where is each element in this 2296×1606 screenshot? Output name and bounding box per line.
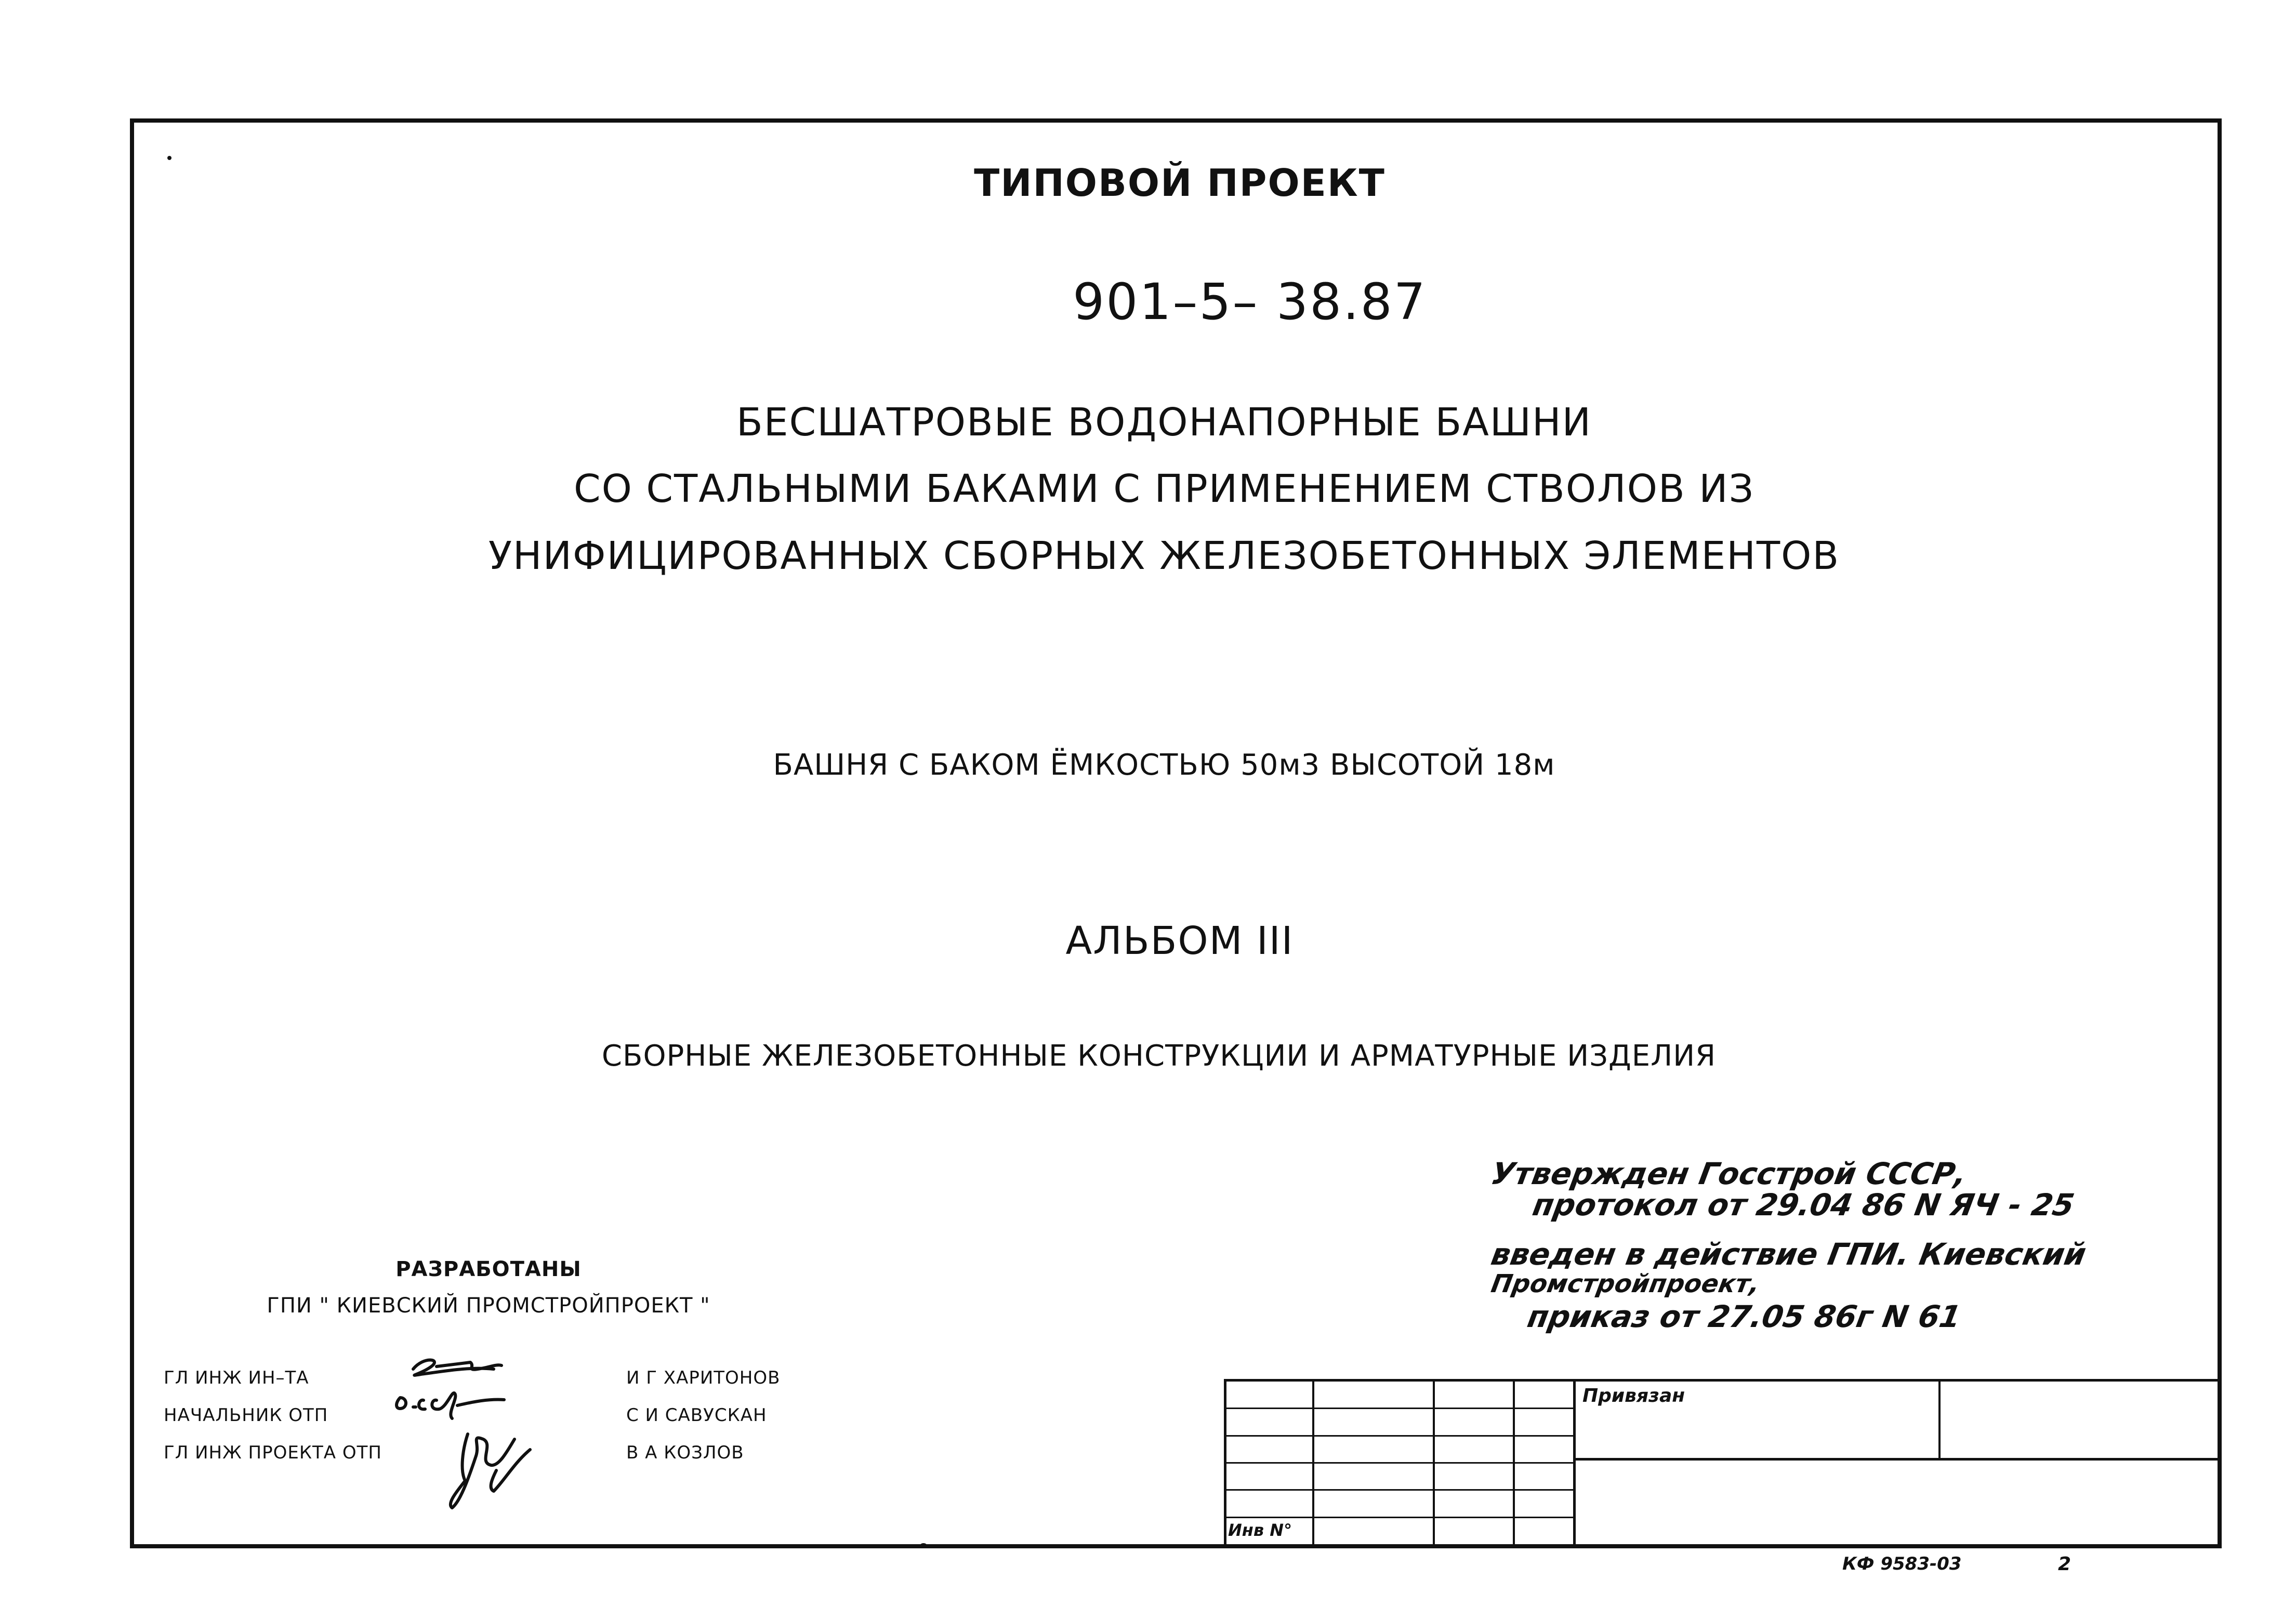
signatory-name-3: В А КОЗЛОВ (626, 1442, 744, 1463)
subject-line-2: СО СТАЛЬНЫМИ БАКАМИ С ПРИМЕНЕНИЕМ СТВОЛОВ ИЗ (573, 467, 1755, 511)
title-block-table (1224, 1379, 2218, 1544)
frame-left-border (130, 118, 134, 1548)
speck (920, 1543, 927, 1548)
signature-kharitonov (413, 1360, 502, 1375)
speck (167, 156, 171, 160)
bound-label: Привязан (1582, 1385, 1685, 1406)
signatory-role-1: ГЛ ИНЖ ИН–ТА (164, 1368, 309, 1388)
project-number: 901–5– 38.87 (1073, 273, 1427, 331)
album-subject: СБОРНЫЕ ЖЕЛЕЗОБЕТОННЫЕ КОНСТРУКЦИИ И АРМАТУРНЫЕ ИЗДЕЛИЯ (601, 1039, 1717, 1073)
signature-savuskan (397, 1393, 504, 1418)
approval-line-4: Промстройпроект, (1489, 1269, 1762, 1298)
signatory-role-3: ГЛ ИНЖ ПРОЕКТА ОТП (164, 1442, 382, 1463)
document-type-title: ТИПОВОЙ ПРОЕКТ (974, 161, 1385, 205)
signatory-name-2: С И САВУСКАН (626, 1405, 767, 1426)
signatory-role-2: НАЧАЛЬНИК ОТП (164, 1405, 328, 1426)
subject-line-3: УНИФИЦИРОВАННЫХ СБОРНЫХ ЖЕЛЕЗОБЕТОННЫХ ЭЛЕМЕНТОВ (488, 534, 1840, 578)
page-number: 2 (2058, 1554, 2071, 1575)
developed-heading: РАЗРАБОТАНЫ (395, 1257, 582, 1281)
approval-line-1: Утвержден Госстрой СССР, (1488, 1156, 1970, 1191)
document-code: КФ 9583-03 (1842, 1554, 1962, 1574)
developer-organization: ГПИ " КИЕВСКИЙ ПРОМСТРОЙПРОЕКТ " (267, 1294, 710, 1318)
signature-kozlov (451, 1434, 530, 1508)
variant-description: БАШНЯ С БАКОМ ЁМКОСТЬЮ 50м3 ВЫСОТОЙ 18м (773, 748, 1555, 782)
inventory-number-label: Инв N° (1228, 1520, 1292, 1540)
album-number: АЛЬБОМ III (1065, 919, 1294, 963)
approval-line-3: введен в действие ГПИ. Киевский (1488, 1237, 2089, 1272)
frame-top-border (130, 118, 2222, 123)
frame-bottom-border (130, 1544, 2222, 1548)
signatory-name-1: И Г ХАРИТОНОВ (626, 1368, 781, 1388)
frame-right-border (2218, 118, 2222, 1548)
approval-line-2: протокол от 29.04 86 N ЯЧ - 25 (1530, 1187, 2077, 1223)
approval-line-5: приказ от 27.05 86г N 61 (1525, 1299, 1964, 1334)
subject-line-1: БЕСШАТРОВЫЕ ВОДОНАПОРНЫЕ БАШНИ (736, 400, 1592, 445)
signatures (364, 1346, 582, 1517)
